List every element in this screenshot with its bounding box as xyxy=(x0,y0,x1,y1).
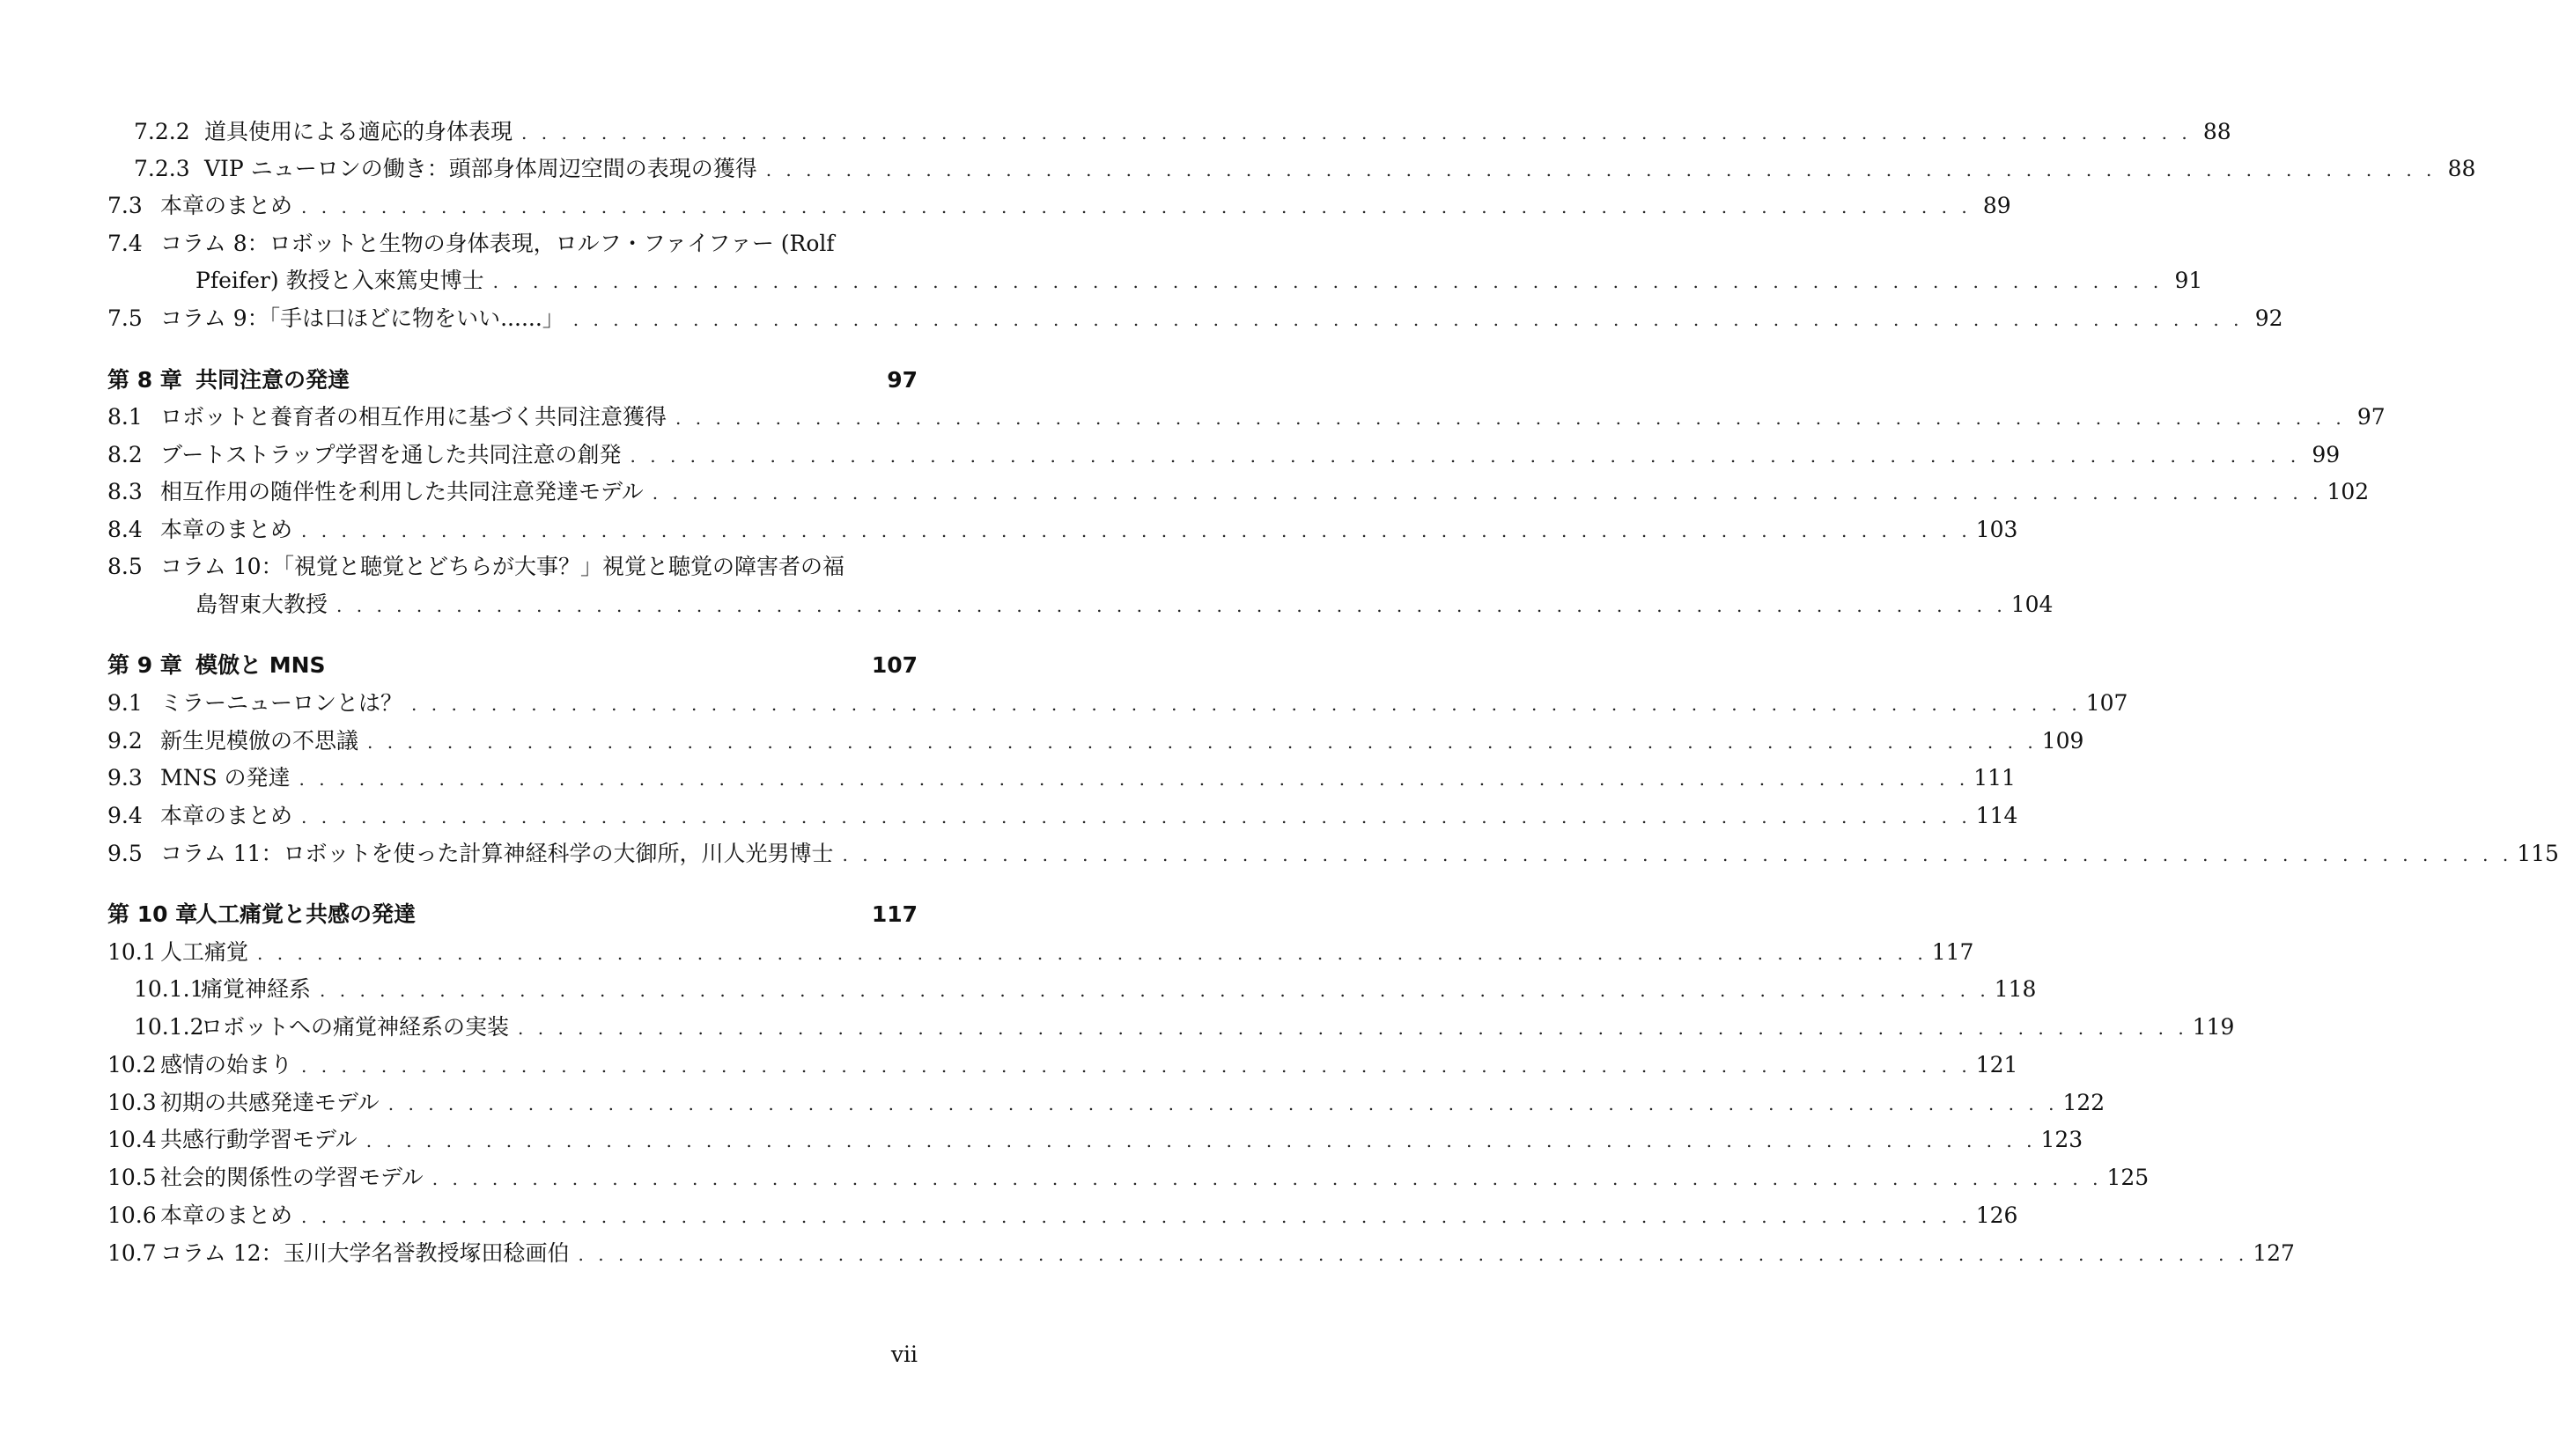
toc-chapter-9[interactable] xyxy=(107,648,918,683)
entry-title: ロボットと養育者の相互作用に基づく共同注意獲得 xyxy=(160,404,667,430)
chapter-title: 模倣と MNS xyxy=(195,652,326,678)
toc-entry-10-1-1[interactable] xyxy=(134,972,2037,1007)
entry-title: 本章のまとめ xyxy=(160,1202,293,1228)
toc-entry-7-3[interactable] xyxy=(107,188,2011,224)
dot-leader xyxy=(366,1123,2032,1158)
toc-entry-8-4[interactable] xyxy=(107,512,2018,548)
entry-number: 7.3 xyxy=(107,193,143,218)
entry-page: 99 xyxy=(2312,442,2341,467)
dot-leader xyxy=(388,1086,2054,1121)
entry-title: Pfeifer) 教授と入來篤史博士 xyxy=(195,268,484,293)
dot-leader xyxy=(653,475,2319,511)
entry-title: VIP ニューロンの働き：頭部身体周辺空間の表現の獲得 xyxy=(204,156,757,181)
dot-leader xyxy=(518,1011,2184,1046)
entry-number: 8.1 xyxy=(107,404,143,430)
entry-page: 88 xyxy=(2447,156,2476,181)
toc-entry-10-7[interactable] xyxy=(107,1236,2295,1271)
entry-title: 本章のまとめ xyxy=(160,803,293,828)
entry-page: 115 xyxy=(2517,841,2559,866)
entry-title: 痛覚神経系 xyxy=(201,976,312,1002)
dot-leader xyxy=(432,1161,2098,1196)
toc-entry-10-1-2[interactable] xyxy=(134,1010,2235,1045)
entry-page: 89 xyxy=(1982,193,2011,218)
entry-number: 10.7 xyxy=(107,1240,157,1266)
entry-title: 共感行動学習モデル xyxy=(160,1127,358,1152)
toc-entry-7-2-2[interactable] xyxy=(134,114,2231,150)
entry-page: 107 xyxy=(2085,690,2128,716)
toc-entry-7-4[interactable] xyxy=(107,226,918,261)
chapter-title: 人工痛覚と共感の発達 xyxy=(195,901,417,927)
entry-title: 新生児模倣の不思議 xyxy=(160,728,359,754)
toc-entry-10-2[interactable] xyxy=(107,1048,2018,1083)
chapter-number: 第 9 章 xyxy=(107,652,182,678)
toc-entry-9-2[interactable] xyxy=(107,724,2084,759)
entry-number: 7.4 xyxy=(107,231,143,256)
toc-chapter-8[interactable] xyxy=(107,363,918,398)
entry-page: 102 xyxy=(2327,479,2370,504)
entry-page: 119 xyxy=(2192,1014,2235,1040)
entry-page: 103 xyxy=(1975,517,2018,542)
entry-number: 10.4 xyxy=(107,1127,157,1152)
toc-page xyxy=(107,0,2559,1456)
dot-leader xyxy=(631,438,2297,474)
entry-number: 10.6 xyxy=(107,1202,157,1228)
toc-entry-8-1[interactable] xyxy=(107,400,2386,435)
toc-entry-8-3[interactable] xyxy=(107,474,2370,510)
dot-leader xyxy=(766,152,2432,188)
toc-entry-10-3[interactable] xyxy=(107,1085,2105,1121)
toc-entry-9-1[interactable] xyxy=(107,686,2128,721)
page-number-footer: vii xyxy=(890,1342,918,1367)
dot-leader xyxy=(843,837,2509,872)
entry-page: 111 xyxy=(1973,765,2016,791)
dot-leader xyxy=(301,799,1967,835)
entry-title: コラム 9：「手は口ほどに物をいい......」 xyxy=(160,305,564,331)
toc-entry-9-5[interactable] xyxy=(107,836,2559,871)
entry-title: コラム 10：「視覚と聴覚とどちらが大事？」視覚と聴覚の障害者の福 xyxy=(160,554,845,579)
chapter-number: 第 8 章 xyxy=(107,367,182,393)
entry-number: 8.4 xyxy=(107,517,143,542)
entry-title: 本章のまとめ xyxy=(160,517,293,542)
entry-title: ブートストラップ学習を通した共同注意の創発 xyxy=(160,442,622,467)
toc-chapter-10[interactable] xyxy=(107,897,918,932)
dot-leader xyxy=(675,401,2341,436)
dot-leader xyxy=(320,973,1986,1008)
entry-page: 114 xyxy=(1975,803,2018,828)
entry-number: 8.5 xyxy=(107,554,143,579)
entry-title: 本章のまとめ xyxy=(160,193,293,218)
entry-number: 8.3 xyxy=(107,479,143,504)
entry-title: ロボットへの痛覚神経系の実装 xyxy=(201,1014,510,1040)
entry-number: 9.1 xyxy=(107,690,143,716)
entry-page: 91 xyxy=(2174,268,2203,293)
entry-page: 126 xyxy=(1975,1202,2018,1228)
entry-page: 125 xyxy=(2106,1165,2150,1190)
entry-title: ミラーニューロンとは？ xyxy=(160,690,403,716)
toc-entry-9-4[interactable] xyxy=(107,798,2018,834)
entry-page: 118 xyxy=(1994,976,2037,1002)
dot-leader xyxy=(301,1199,1967,1234)
dot-leader xyxy=(573,302,2239,337)
entry-number: 8.2 xyxy=(107,442,143,467)
toc-entry-10-4[interactable] xyxy=(107,1122,2083,1158)
entry-page: 92 xyxy=(2254,305,2283,331)
entry-number: 10.1.2 xyxy=(134,1014,204,1040)
toc-entry-8-5[interactable] xyxy=(107,549,918,585)
chapter-number: 第 10 章 xyxy=(107,901,198,927)
entry-title: コラム 8：ロボットと生物の身体表現，ロルフ・ファイファー (Rolf xyxy=(160,231,835,256)
entry-title: MNS の発達 xyxy=(160,765,291,791)
entry-title: 島智東大教授 xyxy=(195,592,328,617)
chapter-page: 117 xyxy=(871,901,918,927)
dot-leader xyxy=(301,513,1967,548)
entry-title: 社会的関係性の学習モデル xyxy=(160,1165,424,1190)
dot-leader xyxy=(579,1237,2245,1272)
toc-entry-7-5[interactable] xyxy=(107,301,2283,336)
entry-page: 109 xyxy=(2041,728,2084,754)
dot-leader xyxy=(521,115,2187,151)
toc-entry-10-6[interactable] xyxy=(107,1198,2018,1233)
entry-page: 104 xyxy=(2010,592,2054,617)
toc-entry-10-1[interactable] xyxy=(107,935,1974,970)
entry-page: 88 xyxy=(2202,119,2231,144)
entry-number: 9.2 xyxy=(107,728,143,754)
entry-number: 10.5 xyxy=(107,1165,157,1190)
entry-title: 初期の共感発達モデル xyxy=(160,1090,380,1115)
dot-leader xyxy=(493,264,2159,299)
dot-leader xyxy=(411,687,2077,722)
entry-page: 97 xyxy=(2356,404,2386,430)
entry-title: 相互作用の随伴性を利用した共同注意発達モデル xyxy=(160,479,644,504)
entry-title: 人工痛覚 xyxy=(160,939,249,965)
entry-number: 9.3 xyxy=(107,765,143,791)
entry-page: 123 xyxy=(2040,1127,2083,1152)
toc-entry-10-5[interactable] xyxy=(107,1160,2150,1195)
entry-page: 122 xyxy=(2062,1090,2105,1115)
entry-title: 道具使用による適応的身体表現 xyxy=(204,119,513,144)
entry-page: 121 xyxy=(1975,1052,2018,1077)
entry-number: 9.5 xyxy=(107,841,143,866)
entry-number: 10.1 xyxy=(107,939,157,965)
chapter-page: 97 xyxy=(887,367,918,393)
toc-entry-7-2-3[interactable] xyxy=(134,151,2476,187)
entry-number: 7.2.3 xyxy=(134,156,190,181)
entry-number: 10.3 xyxy=(107,1090,157,1115)
entry-page: 127 xyxy=(2253,1240,2295,1266)
dot-leader xyxy=(299,761,1965,797)
toc-entry-8-5-continued[interactable] xyxy=(195,587,2054,622)
entry-page: 117 xyxy=(1931,939,1974,965)
entry-number: 10.2 xyxy=(107,1052,157,1077)
toc-entry-7-4-continued[interactable] xyxy=(195,263,2203,298)
toc-entry-8-2[interactable] xyxy=(107,438,2341,473)
dot-leader xyxy=(367,724,2033,760)
entry-number: 7.5 xyxy=(107,305,143,331)
dot-leader xyxy=(301,1048,1967,1084)
entry-number: 10.1.1 xyxy=(134,976,204,1002)
chapter-title: 共同注意の発達 xyxy=(195,367,350,393)
chapter-page: 107 xyxy=(871,652,918,678)
entry-number: 7.2.2 xyxy=(134,119,190,144)
entry-title: コラム 11：ロボットを使った計算神経科学の大御所，川人光男博士 xyxy=(160,841,834,866)
dot-leader xyxy=(257,936,1923,971)
toc-entry-9-3[interactable] xyxy=(107,761,2016,796)
entry-title: コラム 12：玉川大学名誉教授塚田稔画伯 xyxy=(160,1240,570,1266)
dot-leader xyxy=(301,189,1967,224)
dot-leader xyxy=(336,588,2002,623)
entry-number: 9.4 xyxy=(107,803,143,828)
entry-title: 感情の始まり xyxy=(160,1052,293,1077)
